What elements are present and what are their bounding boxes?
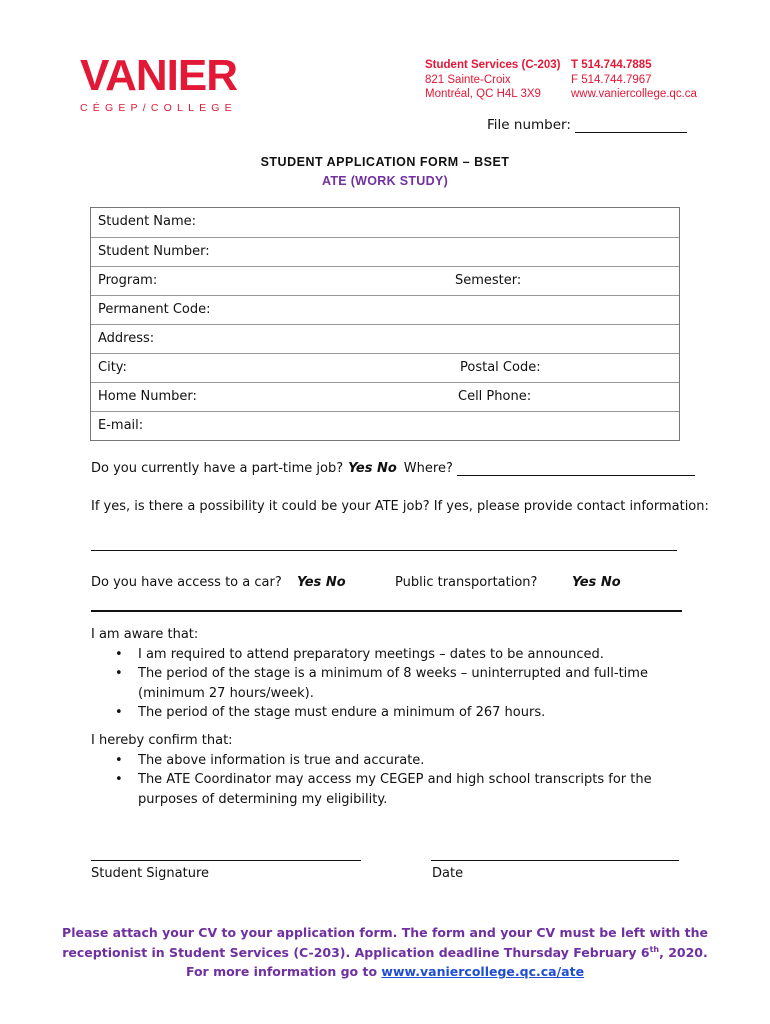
confirmation-list <box>91 751 681 810</box>
contact-telephone: T 514.744.7885 <box>571 59 652 71</box>
list-item: • The above information is true and accurate. <box>91 751 681 771</box>
contact-address-block <box>425 58 561 102</box>
car-yes-no[interactable]: Yes No <box>297 575 346 590</box>
form-title: STUDENT APPLICATION FORM – BSET <box>260 155 510 169</box>
list-item: • I am required to attend preparatory meetings – dates to be announced. <box>91 645 681 665</box>
where-label: Where? <box>403 461 453 476</box>
transport-question: Public transportation? <box>395 575 538 590</box>
footer-ordinal: th <box>649 944 660 954</box>
ate-website-link[interactable]: www.vaniercollege.qc.ca/ate <box>381 964 585 979</box>
student-number-label: Student Number: <box>98 244 210 259</box>
row-permanent-code[interactable] <box>91 295 679 324</box>
ate-possibility-question: If yes, is there a possibility it could be your ATE job? If yes, please provide contact information: <box>91 499 709 514</box>
parttime-question-text: Do you currently have a part-time job? <box>91 461 344 476</box>
list-item: • The ATE Coordinator may access my CEGEP and high school transcripts for the purposes of determining my eligibility. <box>91 770 681 809</box>
contact-fax: F 514.744.7967 <box>571 73 652 86</box>
vanier-logo <box>80 51 250 114</box>
contact-info-blank[interactable] <box>91 550 677 551</box>
logo-subtitle: CÉGEP/COLLEGE <box>80 102 237 114</box>
footer-line-1: Please attach your CV to your application form. The form and your CV must be left with the <box>62 925 708 940</box>
postal-code-label: Postal Code: <box>460 360 541 375</box>
student-info-table <box>90 207 680 441</box>
footer-line-2 <box>0 943 770 963</box>
contact-website[interactable]: www.vaniercollege.qc.ca <box>571 88 697 100</box>
date-line[interactable] <box>431 860 679 861</box>
file-number-label: File number: <box>487 117 571 133</box>
awareness-intro: I am aware that: <box>91 627 199 642</box>
file-number-blank[interactable] <box>575 119 687 133</box>
footer-line-3 <box>0 962 770 982</box>
section-divider <box>91 610 682 612</box>
parttime-question <box>91 461 695 476</box>
home-number-label: Home Number: <box>98 389 197 404</box>
contact-office: Student Services (C-203) <box>425 59 561 71</box>
footer-info-text: For more information go to <box>185 964 382 979</box>
date-label: Date <box>432 866 464 881</box>
file-number-field <box>487 117 687 133</box>
contact-phone-block <box>571 58 697 102</box>
footer-year: , 2020. <box>659 944 708 960</box>
address-label: Address: <box>98 331 155 346</box>
signature-label: Student Signature <box>91 866 210 881</box>
car-question: Do you have access to a car? <box>91 575 282 590</box>
where-blank[interactable] <box>457 462 695 476</box>
contact-street: 821 Sainte-Croix <box>425 73 511 86</box>
contact-city: Montréal, QC H4L 3X9 <box>425 88 541 100</box>
footer-notice <box>0 923 770 982</box>
confirmation-section <box>91 731 681 809</box>
semester-label: Semester: <box>455 273 522 288</box>
row-program[interactable] <box>91 266 679 295</box>
program-label: Program: <box>98 273 158 288</box>
awareness-list <box>91 645 681 723</box>
city-label: City: <box>98 360 127 375</box>
footer-deadline-text: receptionist in Student Services (C-203). Application deadline Thursday February 6 <box>62 944 650 960</box>
transport-yes-no[interactable]: Yes No <box>572 575 621 590</box>
signature-line[interactable] <box>91 860 361 861</box>
awareness-section <box>91 625 681 723</box>
form-subtitle: ATE (WORK STUDY) <box>321 174 449 188</box>
list-item: • The period of the stage is a minimum of 8 weeks – uninterrupted and full-time (minimum 27 hours/week). <box>91 664 681 703</box>
parttime-yes-no[interactable]: Yes No <box>348 461 397 476</box>
row-home-number[interactable] <box>91 382 679 411</box>
row-address[interactable] <box>91 324 679 353</box>
email-label: E-mail: <box>98 418 144 433</box>
permanent-code-label: Permanent Code: <box>98 302 211 317</box>
cell-phone-label: Cell Phone: <box>458 389 532 404</box>
logo-wordmark: VANIER <box>80 51 237 100</box>
list-item: • The period of the stage must endure a minimum of 267 hours. <box>91 703 681 723</box>
row-email[interactable] <box>91 411 679 440</box>
row-student-name[interactable] <box>91 208 679 237</box>
row-student-number[interactable] <box>91 237 679 266</box>
confirmation-intro: I hereby confirm that: <box>91 733 233 748</box>
student-name-label: Student Name: <box>98 214 197 229</box>
row-city[interactable] <box>91 353 679 382</box>
